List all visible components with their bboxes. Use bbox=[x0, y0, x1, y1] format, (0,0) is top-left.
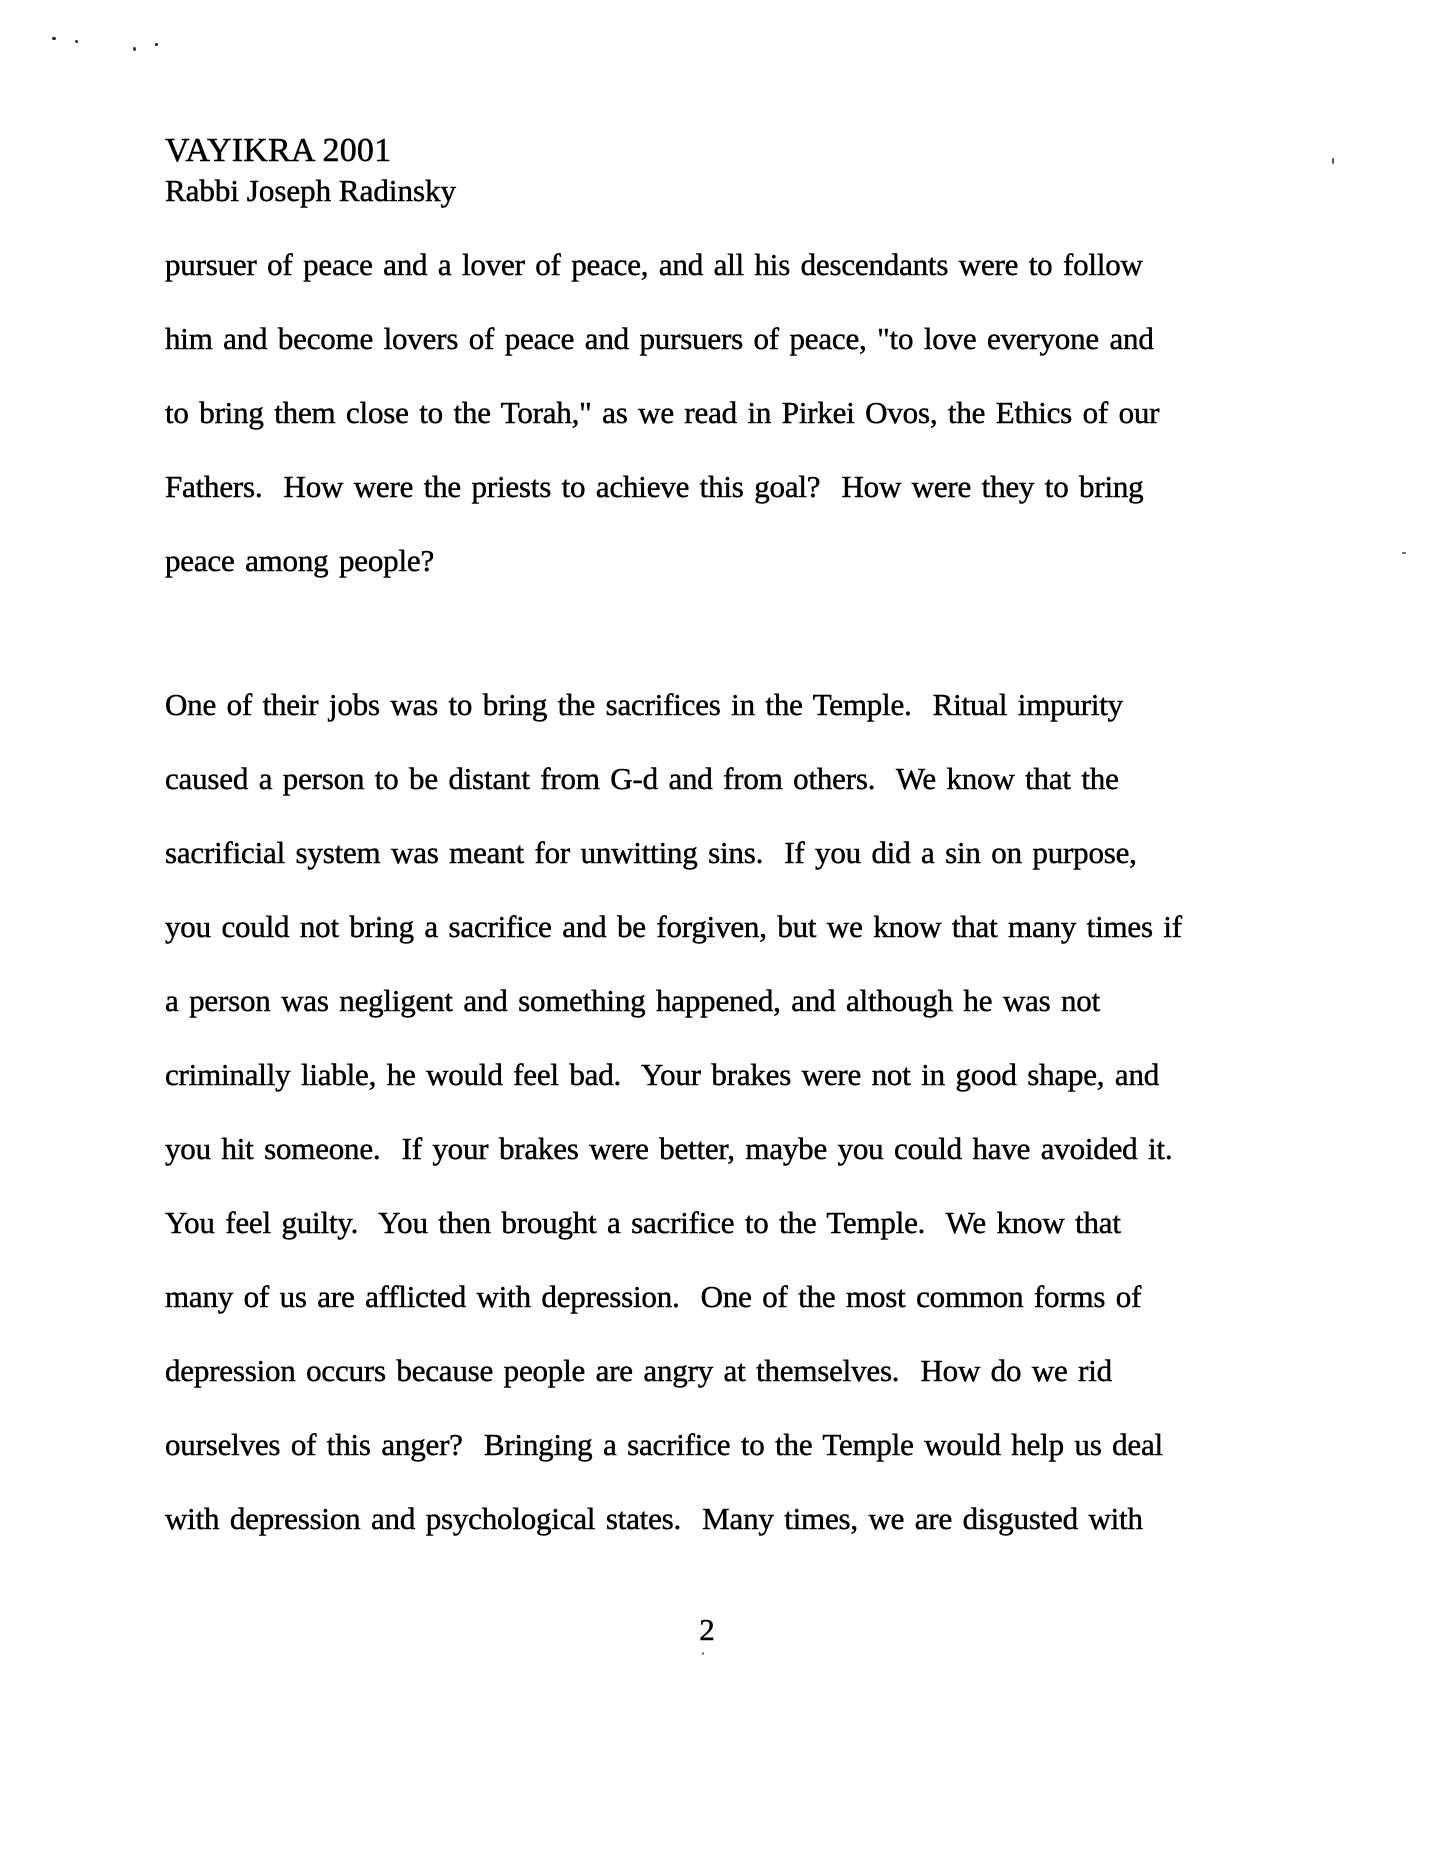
scan-speckle bbox=[133, 47, 136, 51]
text-line: you could not bring a sacrifice and be forgiven, but we know that many times if bbox=[165, 909, 1182, 944]
scan-speckle bbox=[75, 40, 78, 43]
page-footer bbox=[0, 1613, 1430, 1647]
text-line: criminally liable, he would feel bad. Your brakes were not in good shape, and bbox=[165, 1057, 1160, 1092]
text-line: with depression and psychological states. Many times, we are disgusted with bbox=[165, 1501, 1143, 1536]
text-line: Fathers. How were the priests to achieve this goal? How were they to bring bbox=[165, 469, 1144, 504]
text-line: him and become lovers of peace and pursuers of peace, "to love everyone and bbox=[165, 321, 1154, 356]
scan-speckle bbox=[155, 43, 158, 46]
text-line: many of us are afflicted with depression. One of the most common forms of bbox=[165, 1279, 1142, 1314]
document-author: Rabbi Joseph Radinsky bbox=[165, 173, 457, 208]
text-line: ourselves of this anger? Bringing a sacrifice to the Temple would help us deal bbox=[165, 1427, 1163, 1462]
document-header bbox=[165, 131, 456, 210]
scan-speckle bbox=[1332, 158, 1334, 164]
scan-speckle bbox=[52, 37, 56, 40]
text-line: pursuer of peace and a lover of peace, and all his descendants were to follow bbox=[165, 247, 1143, 282]
document-title: VAYIKRA 2001 bbox=[165, 132, 392, 169]
scan-speckle bbox=[702, 1652, 704, 1655]
scan-speckle bbox=[1402, 552, 1406, 554]
text-line: You feel guilty. You then brought a sacrifice to the Temple. We know that bbox=[165, 1205, 1121, 1240]
document-body bbox=[165, 228, 1345, 1556]
text-line: caused a person to be distant from G-d and from others. We know that the bbox=[165, 761, 1119, 796]
text-line: depression occurs because people are angry at themselves. How do we rid bbox=[165, 1353, 1112, 1388]
paragraph-2 bbox=[165, 668, 1345, 1556]
text-line: peace among people? bbox=[165, 543, 434, 578]
text-line: a person was negligent and something happened, and although he was not bbox=[165, 983, 1100, 1018]
page-number: 2 bbox=[699, 1612, 715, 1647]
text-line: One of their jobs was to bring the sacrifices in the Temple. Ritual impurity bbox=[165, 687, 1123, 722]
paragraph-1 bbox=[165, 228, 1345, 598]
text-line: you hit someone. If your brakes were better, maybe you could have avoided it. bbox=[165, 1131, 1173, 1166]
text-line: to bring them close to the Torah," as we read in Pirkei Ovos, the Ethics of our bbox=[165, 395, 1160, 430]
text-line: sacrificial system was meant for unwitting sins. If you did a sin on purpose, bbox=[165, 835, 1137, 870]
